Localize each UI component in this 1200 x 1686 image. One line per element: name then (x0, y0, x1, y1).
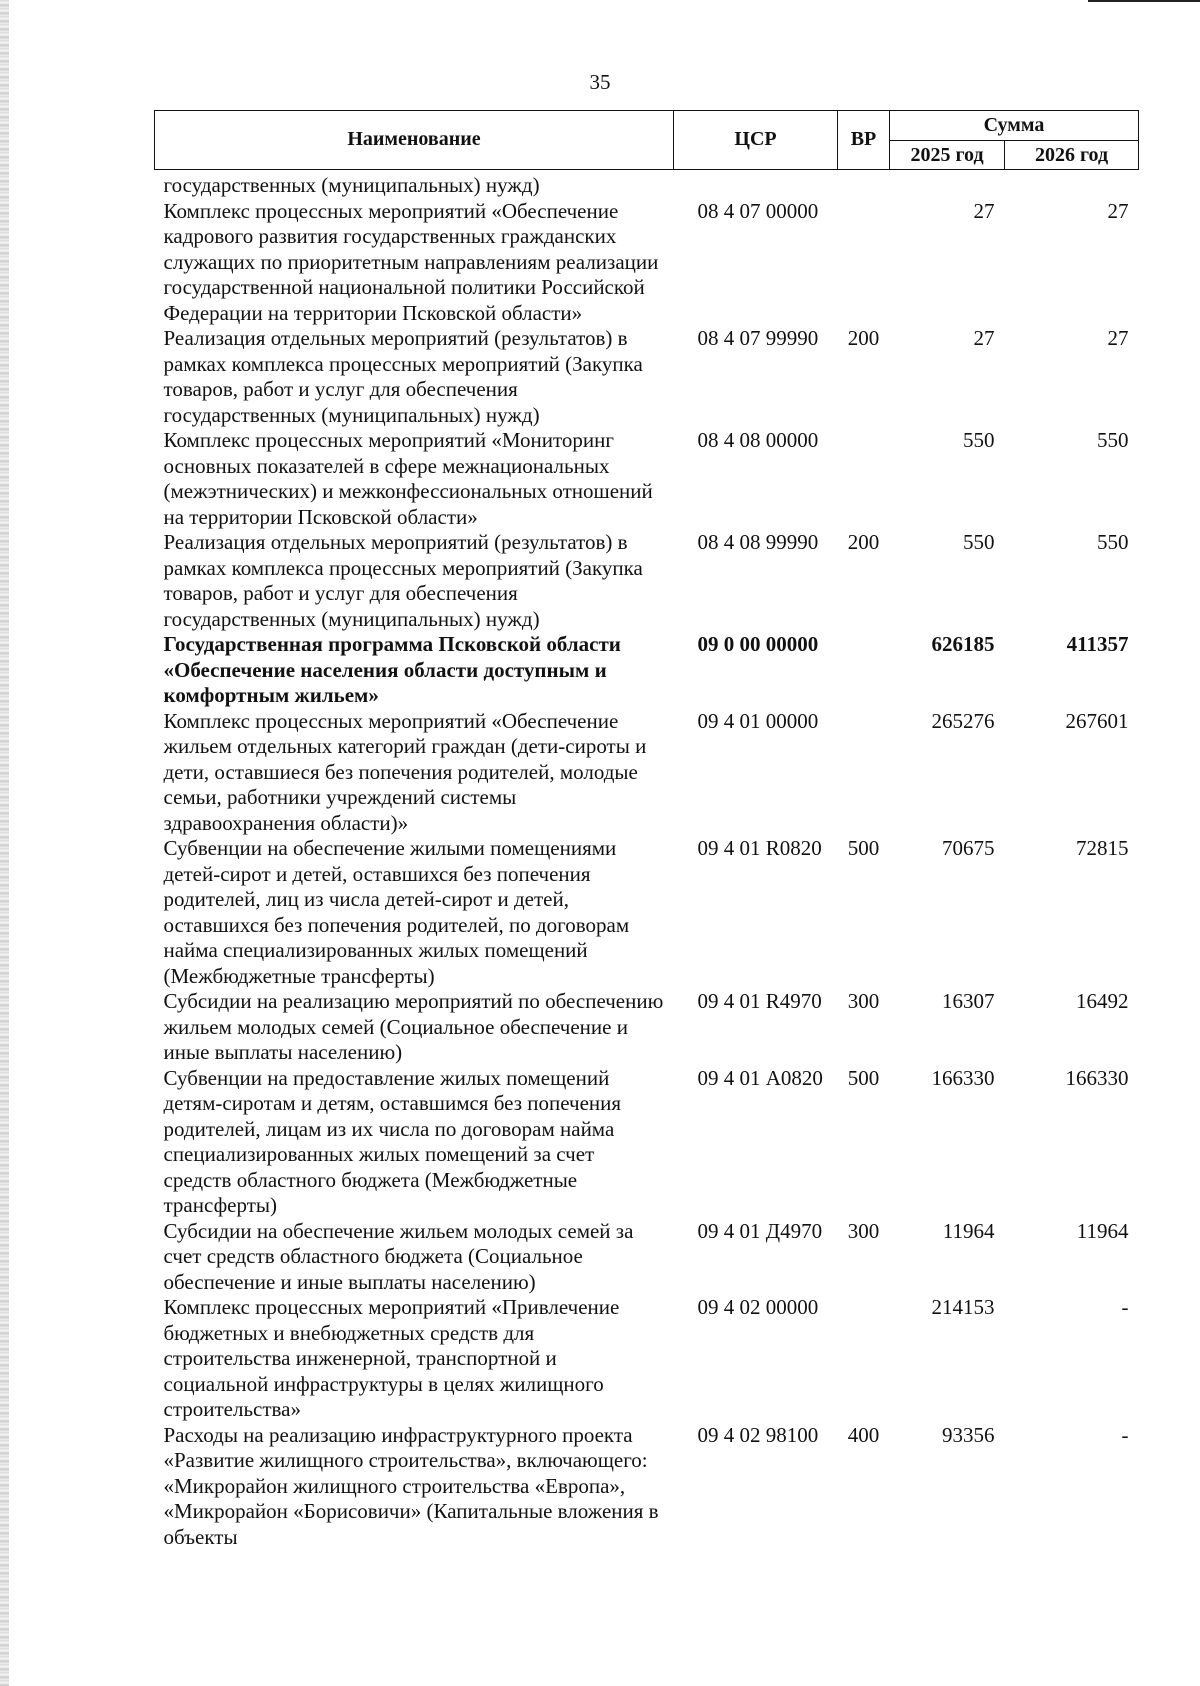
cell-sum-2026: 27 (1107, 198, 1129, 223)
table-row (155, 428, 1139, 530)
cell-name: Расходы на реализацию инфраструктурного проекта «Развитие жилищного строительства», включающего: «Микрорайон жилищного строительства «Европа», «Микрорайон «Борисовичи» (Капитальные вложения в объекты (163, 1422, 659, 1549)
table-row (155, 530, 1139, 632)
cell-vr: 300 (847, 989, 880, 1013)
cell-vr: 200 (847, 326, 880, 350)
header-name: Наименование (155, 111, 674, 170)
cell-csr: 09 4 01 R4970 (697, 989, 822, 1013)
cell-name: Комплекс процессных мероприятий «Привлечение бюджетных и внебюджетных средств для строительства инженерной, транспортной и социальной инфраструктуры в целях жилищного строительства» (163, 1295, 620, 1421)
scan-edge-top (1088, 0, 1200, 2)
cell-name: Субсидии на обеспечение жильем молодых семей за счет средств областного бюджета (Социальное обеспечение и иные выплаты населению) (163, 1218, 634, 1294)
cell-sum-2026: 550 (1097, 428, 1129, 452)
table-row (155, 1423, 1139, 1551)
cell-csr: 09 4 01 R0820 (697, 836, 822, 860)
table-row (155, 989, 1139, 1066)
cell-sum-2025: 550 (963, 530, 995, 554)
cell-vr (838, 170, 890, 199)
cell-sum-2025: 70675 (942, 836, 995, 860)
cell-sum-2026: 550 (1097, 530, 1129, 554)
table-row (155, 709, 1139, 837)
cell-name: Комплекс процессных мероприятий «Мониторинг основных показателей в сфере межнациональных (межэтнических) и межконфессиональных отношений на территории Псковской области» (163, 428, 653, 529)
cell-sum-2026 (1005, 170, 1139, 199)
scan-edge-left (0, 0, 9, 1686)
cell-sum-2026: 267601 (1065, 708, 1129, 733)
cell-vr (838, 1295, 890, 1423)
cell-sum-2026: 16492 (1076, 989, 1129, 1013)
cell-sum-2026: - (1121, 1295, 1129, 1319)
cell-vr (838, 428, 890, 530)
cell-name: Комплекс процессных мероприятий «Обеспечение кадрового развития государственных гражданских служащих по приоритетным направлениям реализации государственной национальной политики Российской Федерации на территории Псковской области» (163, 198, 659, 325)
cell-sum-2025 (890, 170, 1005, 199)
cell-sum-2026: - (1121, 1422, 1129, 1447)
header-year-2025: 2025 год (890, 140, 1005, 170)
table-row (155, 1219, 1139, 1296)
cell-sum-2025: 27 (973, 326, 995, 350)
cell-name: Комплекс процессных мероприятий «Обеспечение жильем отдельных категорий граждан (дети-сироты и дети, оставшиеся без попечения родителей, молодые семьи, работники учреждений системы здравоохранения области)» (163, 708, 647, 835)
cell-sum-2025: 214153 (931, 1295, 995, 1319)
cell-sum-2025: 27 (973, 198, 995, 223)
cell-name: Государственная программа Псковской области «Обеспечение населения области доступным и комфортным жильем» (163, 632, 621, 707)
cell-name: государственных (муниципальных) нужд) (163, 173, 540, 197)
table-row (155, 1066, 1139, 1219)
cell-vr: 200 (847, 530, 880, 554)
cell-sum-2026: 11964 (1076, 1218, 1129, 1243)
cell-csr: 09 4 02 98100 (697, 1422, 819, 1447)
table-row (155, 1295, 1139, 1423)
cell-csr: 09 4 01 А0820 (697, 1065, 823, 1090)
cell-sum-2025: 16307 (942, 989, 995, 1013)
cell-name: Реализация отдельных мероприятий (результатов) в рамках комплекса процессных мероприятий (Закупка товаров, работ и услуг для обеспечения государственных (муниципальных) нужд) (163, 326, 643, 427)
cell-name: Реализация отдельных мероприятий (результатов) в рамках комплекса процессных мероприятий (Закупка товаров, работ и услуг для обеспечения государственных (муниципальных) нужд) (163, 530, 643, 631)
cell-csr: 08 4 08 00000 (697, 428, 819, 452)
table-row (155, 836, 1139, 989)
table-header (155, 111, 1139, 170)
cell-vr (838, 199, 890, 327)
cell-vr (838, 709, 890, 837)
cell-sum-2025: 11964 (942, 1218, 995, 1243)
cell-name: Субсидии на реализацию мероприятий по обеспечению жильем молодых семей (Социальное обеспечение и иные выплаты населению) (163, 989, 664, 1064)
cell-csr: 09 4 01 Д4970 (697, 1218, 823, 1243)
cell-sum-2025: 93356 (942, 1422, 995, 1447)
table-body (155, 170, 1139, 1551)
cell-csr: 08 4 07 00000 (697, 198, 819, 223)
header-csr: ЦСР (674, 111, 838, 170)
header-summa: Сумма (890, 111, 1139, 141)
cell-csr (674, 170, 838, 199)
header-year-2026: 2026 год (1005, 140, 1139, 170)
page-number: 35 (589, 70, 611, 94)
cell-name: Субвенции на предоставление жилых помещений детям-сиротам и детям, оставшимся без попечения родителей, лицам из их числа по договорам найма специализированных жилых помещений за счет средств областного бюджета (Межбюджетные трансферты) (163, 1065, 622, 1217)
cell-vr: 500 (847, 1065, 880, 1090)
cell-vr (838, 632, 890, 709)
cell-sum-2025: 166330 (931, 1065, 995, 1090)
cell-csr: 08 4 07 99990 (697, 326, 819, 350)
table-row (155, 326, 1139, 428)
cell-vr: 500 (847, 836, 880, 860)
cell-name: Субвенции на обеспечение жилыми помещениями детей-сирот и детей, оставшихся без попечения родителей, лиц из числа детей-сирот и детей, оставшихся без попечения родителей, по договорам найма специализированных жилых помещений (Межбюджетные трансферты) (163, 836, 630, 988)
cell-csr: 09 0 00 00000 (697, 632, 819, 656)
cell-sum-2025: 626185 (931, 632, 995, 656)
table-row (155, 632, 1139, 709)
cell-sum-2025: 550 (963, 428, 995, 452)
cell-sum-2025: 265276 (931, 708, 995, 733)
table-row (155, 170, 1139, 199)
cell-csr: 09 4 01 00000 (697, 708, 819, 733)
cell-vr: 300 (847, 1218, 880, 1243)
cell-sum-2026: 166330 (1065, 1065, 1129, 1090)
cell-sum-2026: 72815 (1076, 836, 1129, 860)
cell-vr: 400 (847, 1422, 880, 1447)
cell-sum-2026: 27 (1107, 326, 1129, 350)
cell-sum-2026: 411357 (1066, 632, 1129, 656)
cell-csr: 09 4 02 00000 (697, 1295, 819, 1319)
table-row (155, 199, 1139, 327)
cell-csr: 08 4 08 99990 (697, 530, 819, 554)
budget-table (154, 110, 1139, 1550)
header-vr: ВР (838, 111, 890, 170)
